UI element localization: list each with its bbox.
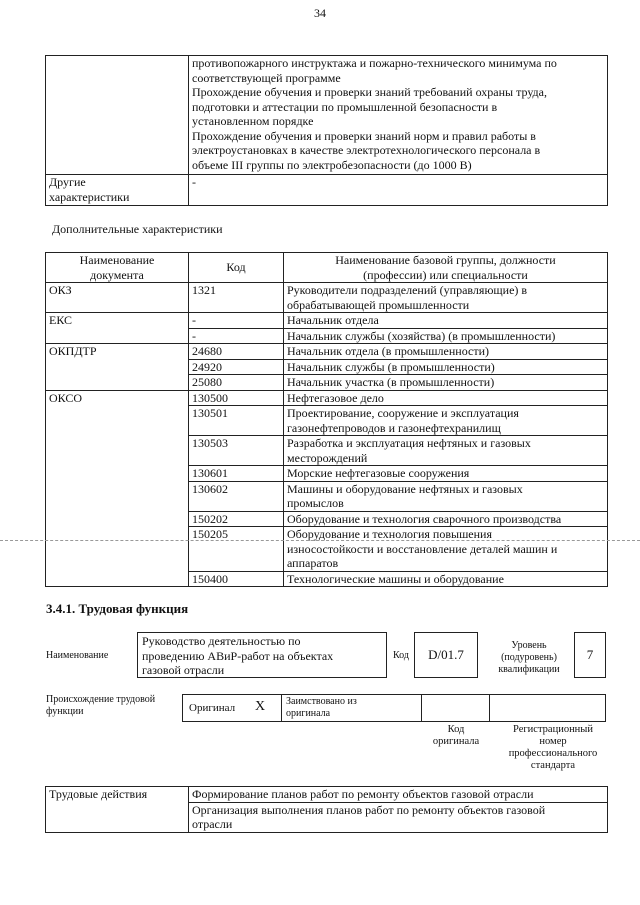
table-row xyxy=(46,313,608,329)
other-characteristics-value: - xyxy=(189,175,608,206)
document-cell: ОКЗ xyxy=(46,283,189,313)
group-name-cell xyxy=(284,344,608,360)
cell-divider xyxy=(421,695,422,721)
code-cell: 150400 xyxy=(189,571,284,587)
name-line: Разработка и эксплуатация нефтяных и газовых xyxy=(287,436,531,450)
name-line: Начальник отдела xyxy=(287,313,379,327)
level-label-line: (подуровень) xyxy=(501,652,557,663)
group-name-cell xyxy=(284,527,608,572)
requirement-line: объеме III группы по электробезопасности (до 1000 В) xyxy=(192,157,472,172)
group-name-cell xyxy=(284,375,608,391)
requirement-line: установленном порядке xyxy=(192,114,314,128)
origin-table xyxy=(182,694,606,722)
code-cell: 150202 xyxy=(189,511,284,527)
qualification-level-value: 7 xyxy=(586,647,594,662)
action-line: Организация выполнения планов работ по ремонту объектов газовой xyxy=(192,802,546,817)
name-line: Начальник службы (хозяйства) (в промышленности) xyxy=(287,328,556,343)
code-cell: - xyxy=(189,313,284,329)
borrowed-label xyxy=(286,696,357,720)
function-name-line: Руководство деятельностью по xyxy=(142,634,301,648)
requirement-line: электроустановках в качестве электротехнологического персонала в xyxy=(192,143,541,157)
action-line: Формирование планов работ по ремонту объектов газовой отрасли xyxy=(192,787,534,801)
level-label-line: Уровень xyxy=(511,640,547,651)
code-cell: 150205 xyxy=(189,527,284,572)
group-name-cell xyxy=(284,390,608,406)
requirement-line: Прохождение обучения и проверки знаний требований охраны труда, xyxy=(192,85,547,99)
table-row xyxy=(46,390,608,406)
borrowed-line: Заимствовано из xyxy=(286,696,357,707)
characteristics-table xyxy=(45,55,608,206)
requirement-line: соответствующей программе xyxy=(192,70,341,85)
additional-characteristics-title: Дополнительные характеристики xyxy=(52,222,223,236)
table-row xyxy=(46,344,608,360)
additional-characteristics-table xyxy=(45,252,608,587)
qualification-level-box xyxy=(574,632,606,678)
group-name-cell xyxy=(284,571,608,587)
code-cell: 130601 xyxy=(189,466,284,482)
name-line: Руководители подразделений (управляющие) в xyxy=(287,283,528,297)
header-code: Код xyxy=(189,253,284,283)
labor-actions-table xyxy=(45,786,608,833)
group-name-cell xyxy=(284,511,608,527)
name-line: промыслов xyxy=(287,496,344,510)
group-name-cell xyxy=(284,359,608,375)
original-label: Оригинал xyxy=(189,702,236,714)
section-title: 3.4.1. Трудовая функция xyxy=(46,601,189,616)
original-mark: X xyxy=(255,699,266,714)
code-cell: 130501 xyxy=(189,406,284,436)
requirements-cell xyxy=(189,56,608,175)
other-label-line: характеристики xyxy=(49,189,130,204)
name-line: Начальник участка (в промышленности) xyxy=(287,375,495,389)
name-line: аппаратов xyxy=(287,556,339,570)
name-label: Наименование xyxy=(46,650,109,661)
code-label: Код xyxy=(393,650,409,661)
name-line: обрабатывающей промышленности xyxy=(287,297,470,312)
function-code-box xyxy=(414,632,478,678)
code-cell: 130500 xyxy=(189,390,284,406)
code-cell: - xyxy=(189,328,284,344)
table-row xyxy=(46,56,608,175)
group-name-cell xyxy=(284,283,608,313)
name-line: Оборудование и технология повышения xyxy=(287,527,492,541)
code-original-line: оригинала xyxy=(432,736,480,747)
code-cell: 25080 xyxy=(189,375,284,391)
header-line: Наименование базовой группы, должности xyxy=(335,253,556,267)
origin-label-line: Происхождение трудовой xyxy=(46,694,156,705)
name-line: Машины и оборудование нефтяных и газовых xyxy=(287,481,523,496)
header-document xyxy=(46,253,189,283)
original-code-label xyxy=(424,724,488,748)
origin-label-line: функции xyxy=(46,706,84,717)
registration-number-label xyxy=(498,724,608,772)
table-row xyxy=(46,787,608,803)
group-name-cell xyxy=(284,328,608,344)
code-original-line: Код xyxy=(447,724,465,735)
labor-action-cell xyxy=(189,787,608,803)
function-name-line: проведению АВиР-работ на объектах xyxy=(142,648,334,663)
header-group-name xyxy=(284,253,608,283)
name-line: износостойкости и восстановление деталей машин и xyxy=(287,541,558,556)
page-number: 34 xyxy=(314,6,326,20)
group-name-cell xyxy=(284,481,608,511)
group-name-cell xyxy=(284,466,608,482)
code-cell: 24680 xyxy=(189,344,284,360)
code-cell: 1321 xyxy=(189,283,284,313)
name-line: газонефтепроводов и газонефтехранилищ xyxy=(287,420,501,435)
requirement-line: подготовки и аттестации по промышленной безопасности в xyxy=(192,99,498,114)
name-line: Начальник службы (в промышленности) xyxy=(287,359,495,374)
cell-divider xyxy=(489,695,490,721)
name-line: Начальник отдела (в промышленности) xyxy=(287,344,489,358)
code-cell: 24920 xyxy=(189,359,284,375)
requirement-line: противопожарного инструктажа и пожарно-технического минимума по xyxy=(192,56,557,70)
function-name-line: газовой отрасли xyxy=(142,663,225,677)
registration-line: стандарта xyxy=(530,760,576,771)
registration-line: номер xyxy=(539,736,567,747)
registration-line: профессионального xyxy=(508,748,598,759)
header-line: документа xyxy=(90,267,144,282)
code-cell: 130503 xyxy=(189,436,284,466)
header-line: Наименование xyxy=(79,253,155,267)
group-name-cell xyxy=(284,313,608,329)
function-code-value: D/01.7 xyxy=(428,647,464,662)
code-cell: 130602 xyxy=(189,481,284,511)
table-header-row xyxy=(46,253,608,283)
name-line: Морские нефтегазовые сооружения xyxy=(287,466,470,480)
action-line: отрасли xyxy=(192,817,233,831)
document-cell: ЕКС xyxy=(46,313,189,344)
document-cell: ОКПДТР xyxy=(46,344,189,391)
name-line: Проектирование, сооружение и эксплуатация xyxy=(287,406,519,420)
name-line: Технологические машины и оборудование xyxy=(287,571,504,586)
scan-artifact-line xyxy=(0,540,640,541)
group-name-cell xyxy=(284,436,608,466)
registration-line: Регистрационный xyxy=(513,724,593,735)
name-line: Нефтегазовое дело xyxy=(287,390,384,405)
name-line: месторождений xyxy=(287,450,368,465)
group-name-cell xyxy=(284,406,608,436)
document-cell: ОКСО xyxy=(46,390,189,587)
labor-actions-label: Трудовые действия xyxy=(46,787,189,833)
level-label-line: квалификации xyxy=(498,664,560,675)
origin-label xyxy=(46,694,155,718)
header-line: (профессии) или специальности xyxy=(363,267,528,282)
function-name-box xyxy=(137,632,387,678)
name-line: Оборудование и технология сварочного производства xyxy=(287,511,562,526)
cell-divider xyxy=(281,695,282,721)
labor-action-cell xyxy=(189,802,608,832)
borrowed-line: оригинала xyxy=(286,708,331,719)
other-characteristics-label xyxy=(46,175,189,206)
requirement-line: Прохождение обучения и проверки знаний норм и правил работы в xyxy=(192,128,536,143)
qualification-level-label xyxy=(488,640,570,676)
other-label-line: Другие xyxy=(49,175,86,189)
table-row xyxy=(46,175,608,206)
table-row xyxy=(46,283,608,313)
